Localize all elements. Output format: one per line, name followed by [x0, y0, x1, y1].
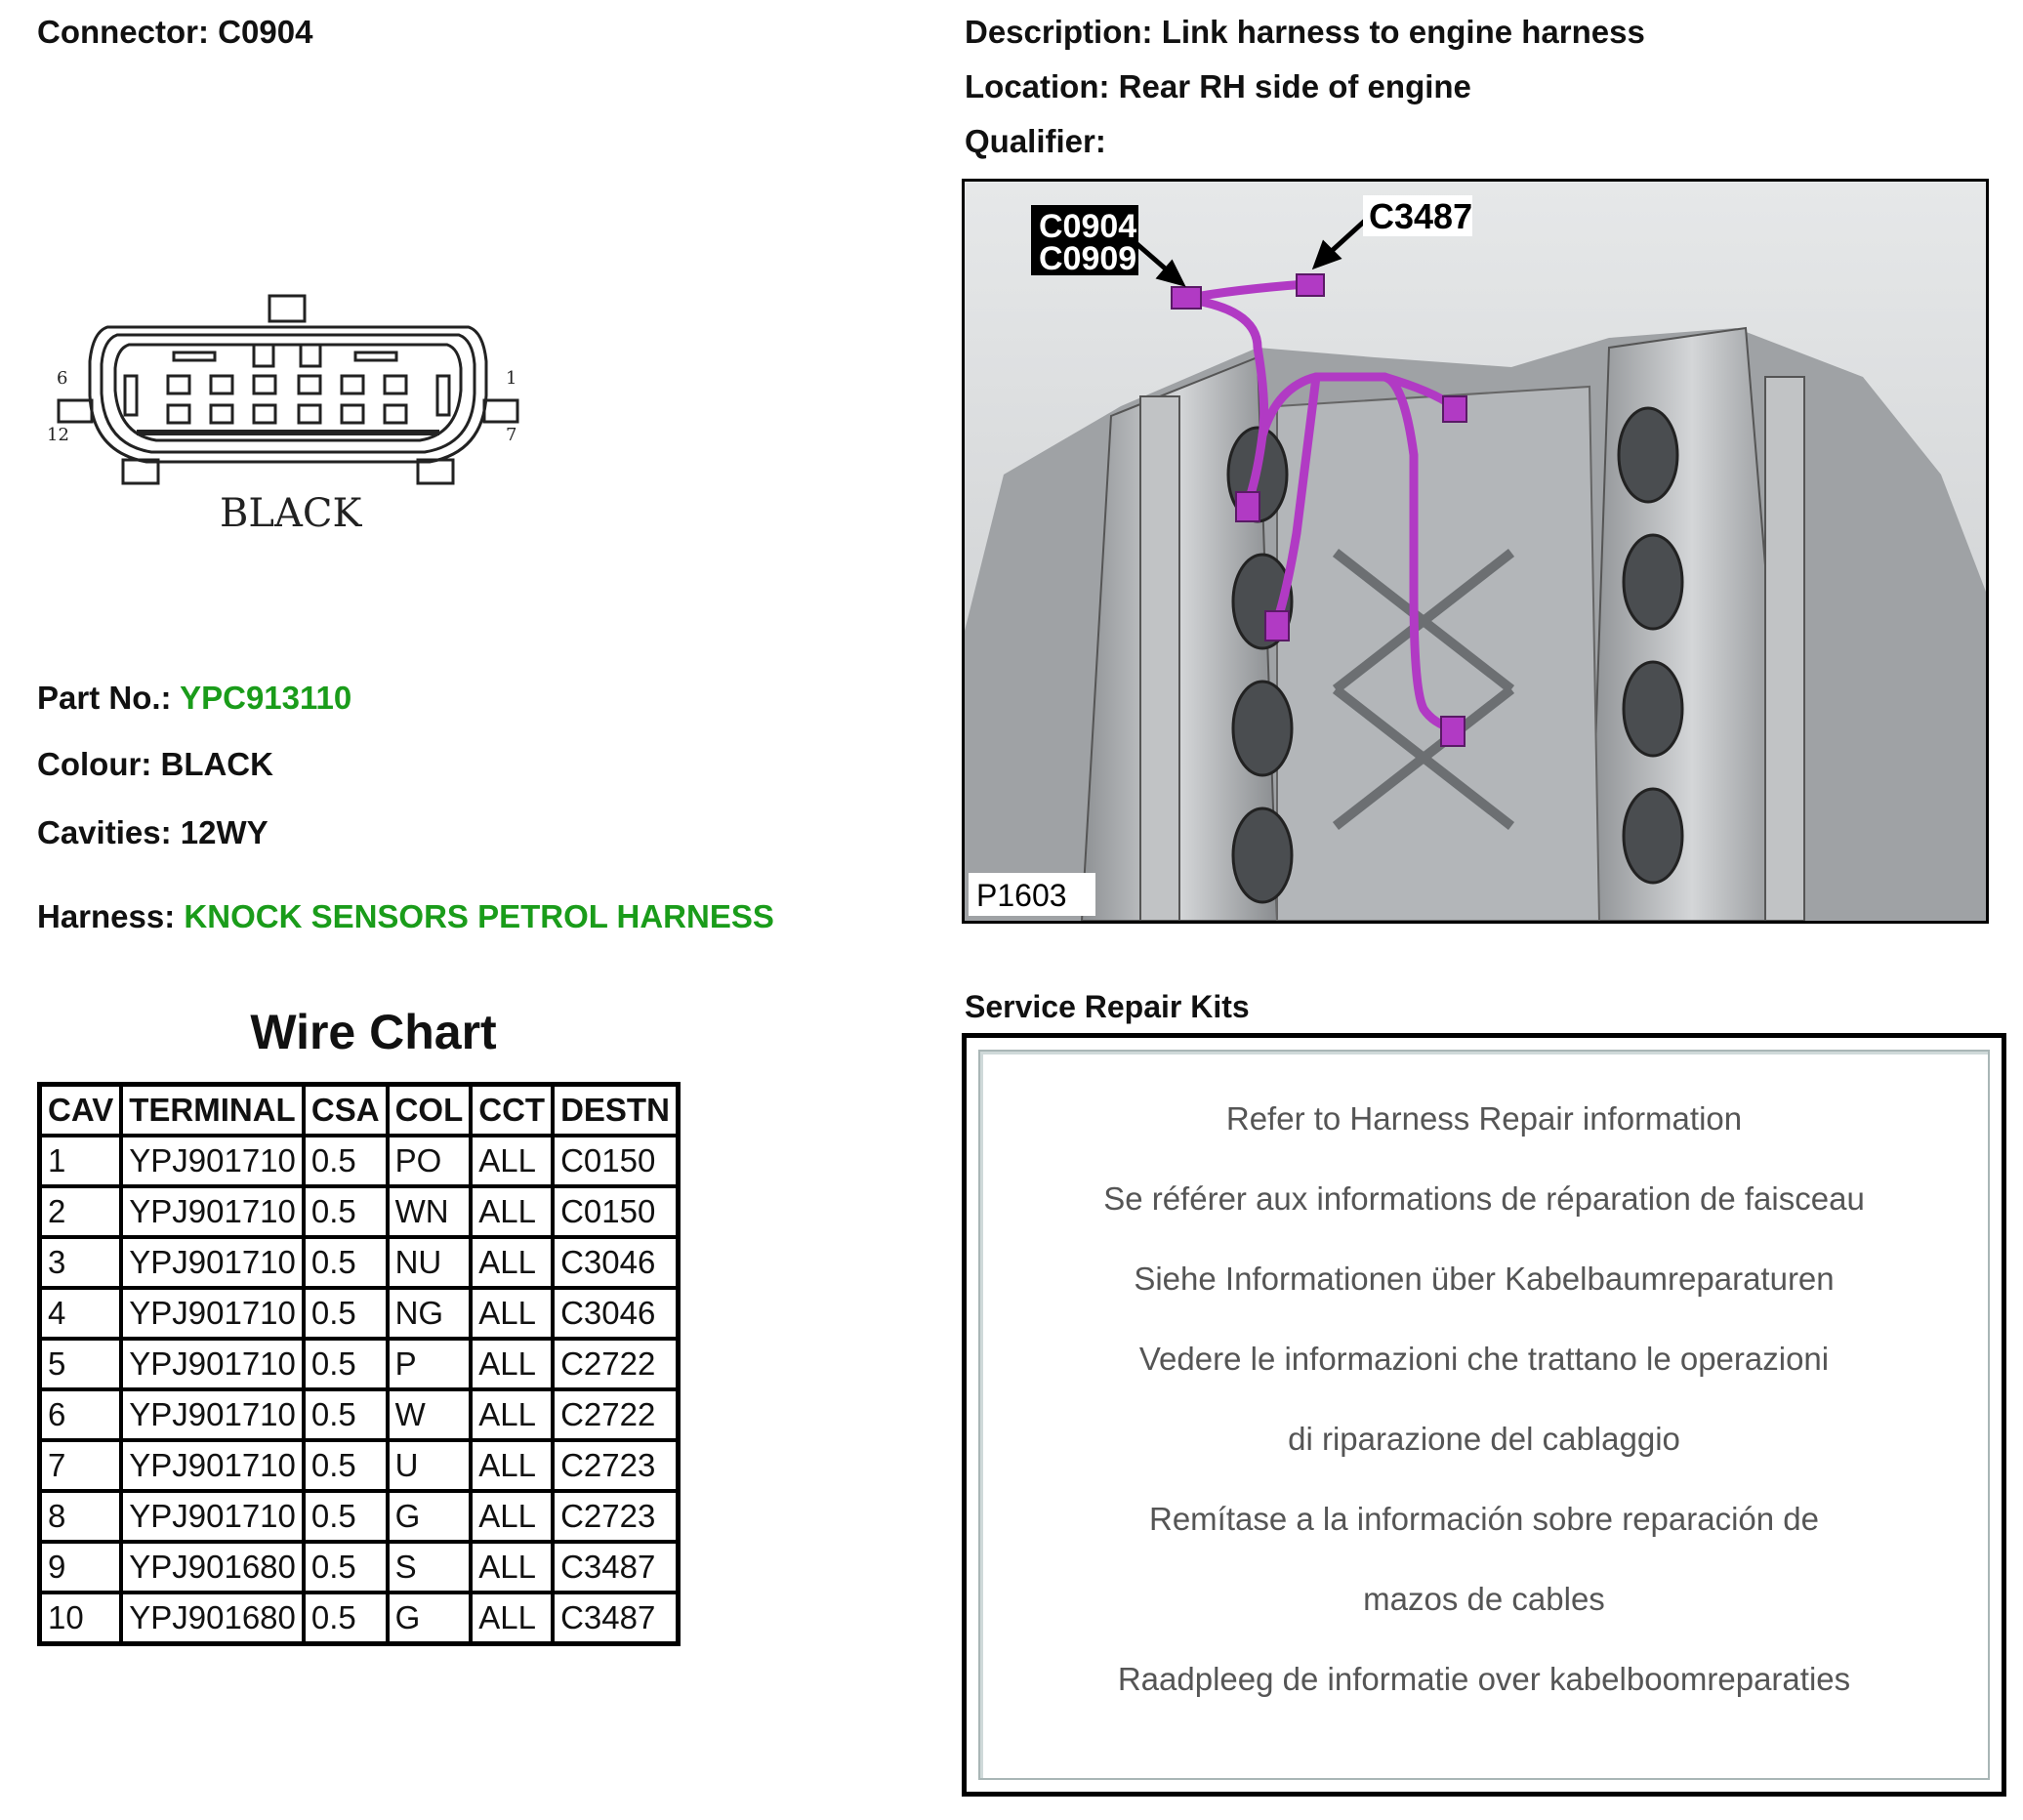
part-no-value: YPC913110: [180, 680, 352, 716]
cell-cct: ALL: [471, 1491, 553, 1542]
connector-value: C0904: [218, 14, 313, 50]
cell-destn: C3046: [553, 1237, 678, 1288]
cell-destn: C2722: [553, 1339, 678, 1389]
cell-destn: C0150: [553, 1186, 678, 1237]
colour-field: [37, 746, 273, 783]
connector-tab-right: [484, 400, 517, 422]
cell-csa: 0.5: [304, 1339, 388, 1389]
wire-chart-header-row: [40, 1085, 679, 1137]
cell-cav: 2: [40, 1186, 122, 1237]
cell-cct: ALL: [471, 1186, 553, 1237]
cavity-3: [299, 376, 320, 393]
wire-chart-table: [37, 1082, 681, 1646]
cell-csa: 0.5: [304, 1186, 388, 1237]
header-cct: CCT: [471, 1085, 553, 1137]
connector-label: Connector:: [37, 14, 209, 50]
cavity-2: [342, 376, 363, 393]
cell-destn: C2723: [553, 1491, 678, 1542]
connector-field: [37, 14, 312, 51]
cell-csa: 0.5: [304, 1491, 388, 1542]
table-row: [40, 1186, 679, 1237]
table-row: [40, 1136, 679, 1186]
connector-color-label: BLACK: [220, 491, 362, 536]
cell-csa: 0.5: [304, 1542, 388, 1592]
cavity-7: [385, 405, 406, 423]
table-row: [40, 1339, 679, 1389]
cell-cav: 7: [40, 1440, 122, 1491]
cell-terminal: YPJ901710: [121, 1136, 304, 1186]
cell-cav: 3: [40, 1237, 122, 1288]
cell-terminal: YPJ901710: [121, 1288, 304, 1339]
qualifier-field: [965, 123, 1106, 160]
connector-key-center-a: [254, 345, 273, 366]
cell-terminal: YPJ901680: [121, 1592, 304, 1644]
cell-csa: 0.5: [304, 1136, 388, 1186]
connector-key-center-b: [301, 345, 320, 366]
callout-c0909: C0909: [1039, 240, 1137, 277]
kit-line-es-2: mazos de cables: [1363, 1581, 1605, 1617]
table-row: [40, 1389, 679, 1440]
kit-line-en: Refer to Harness Repair information: [1225, 1100, 1743, 1137]
cavities-label: Cavities:: [37, 814, 172, 850]
cell-terminal: YPJ901710: [121, 1440, 304, 1491]
cell-col: PO: [388, 1136, 472, 1186]
cell-csa: 0.5: [304, 1389, 388, 1440]
kit-line-nl: Raadpleeg de informatie over kabelboomreparaties: [1117, 1661, 1851, 1697]
description-label: Description:: [965, 14, 1153, 50]
cell-csa: 0.5: [304, 1237, 388, 1288]
cavity-5: [211, 376, 232, 393]
cell-cav: 4: [40, 1288, 122, 1339]
cell-terminal: YPJ901680: [121, 1542, 304, 1592]
table-row: [40, 1542, 679, 1592]
cell-csa: 0.5: [304, 1592, 388, 1644]
location-value: Rear RH side of engine: [1118, 68, 1471, 104]
cell-cct: ALL: [471, 1237, 553, 1288]
wire-chart-title: Wire Chart: [250, 1005, 497, 1059]
cavity-10: [254, 405, 275, 423]
cell-terminal: YPJ901710: [121, 1491, 304, 1542]
cell-terminal: YPJ901710: [121, 1339, 304, 1389]
cell-destn: C3046: [553, 1288, 678, 1339]
kit-line-it-1: Vedere le informazioni che trattano le operazioni: [1138, 1341, 1830, 1377]
figure-id-label: P1603: [976, 878, 1067, 913]
cell-cav: 6: [40, 1389, 122, 1440]
connector-guide-left: [125, 376, 137, 415]
cell-col: G: [388, 1491, 472, 1542]
cell-terminal: YPJ901710: [121, 1237, 304, 1288]
cell-cct: ALL: [471, 1136, 553, 1186]
cell-destn: C3487: [553, 1542, 678, 1592]
cavity-9: [299, 405, 320, 423]
callout-c0904: C0904: [1039, 208, 1137, 245]
colour-label: Colour:: [37, 746, 152, 782]
header-terminal: TERMINAL: [121, 1085, 304, 1137]
cavity-4: [254, 376, 275, 393]
pin-label-bottom-right: 7: [506, 425, 517, 445]
cell-cct: ALL: [471, 1339, 553, 1389]
colour-value: BLACK: [160, 746, 273, 782]
cavity-8: [342, 405, 363, 423]
table-row: [40, 1440, 679, 1491]
cell-destn: C2723: [553, 1440, 678, 1491]
cell-destn: C2722: [553, 1389, 678, 1440]
cell-cct: ALL: [471, 1288, 553, 1339]
connector-foot-right: [418, 460, 453, 483]
cell-destn: C0150: [553, 1136, 678, 1186]
part-no-field: [37, 680, 351, 717]
connector-latch: [269, 296, 305, 321]
location-field: [965, 68, 1471, 105]
table-row: [40, 1491, 679, 1542]
cell-cct: ALL: [471, 1389, 553, 1440]
harness-value: KNOCK SENSORS PETROL HARNESS: [184, 898, 774, 934]
cell-cct: ALL: [471, 1592, 553, 1644]
service-repair-kits-box: [962, 1033, 2006, 1797]
cell-cct: ALL: [471, 1542, 553, 1592]
table-row: [40, 1288, 679, 1339]
cell-col: S: [388, 1542, 472, 1592]
service-repair-kits-title: Service Repair Kits: [965, 989, 1250, 1024]
description-field: [965, 14, 1645, 51]
part-no-label: Part No.:: [37, 680, 172, 716]
service-repair-kits-inner-frame: [978, 1050, 1990, 1780]
cell-csa: 0.5: [304, 1288, 388, 1339]
cell-cav: 9: [40, 1542, 122, 1592]
cell-col: W: [388, 1389, 472, 1440]
kit-line-es-1: Remítase a la información sobre reparación de: [1148, 1501, 1820, 1537]
connector-foot-left: [123, 460, 158, 483]
cell-col: NG: [388, 1288, 472, 1339]
connector-guide-right: [437, 376, 449, 415]
cavity-11: [211, 405, 232, 423]
connector-key-left: [174, 352, 215, 360]
cell-cav: 5: [40, 1339, 122, 1389]
cell-cav: 1: [40, 1136, 122, 1186]
cavity-6: [168, 376, 189, 393]
harness-label: Harness:: [37, 898, 176, 934]
kit-line-de: Siehe Informationen über Kabelbaumreparaturen: [1134, 1261, 1835, 1297]
cell-col: U: [388, 1440, 472, 1491]
cell-col: P: [388, 1339, 472, 1389]
pin-label-bottom-left: 12: [47, 425, 69, 445]
cell-csa: 0.5: [304, 1440, 388, 1491]
pin-label-top-right: 1: [506, 368, 517, 389]
kit-line-fr: Se référer aux informations de réparation de faisceau: [1103, 1180, 1865, 1217]
cavities-field: [37, 814, 268, 851]
table-row: [40, 1237, 679, 1288]
cell-cav: 8: [40, 1491, 122, 1542]
header-destn: DESTN: [553, 1085, 678, 1137]
cell-col: NU: [388, 1237, 472, 1288]
location-label: Location:: [965, 68, 1110, 104]
table-row: [40, 1592, 679, 1644]
cavity-1: [385, 376, 406, 393]
cell-col: G: [388, 1592, 472, 1644]
cell-cav: 10: [40, 1592, 122, 1644]
pin-label-top-left: 6: [57, 368, 68, 389]
cell-terminal: YPJ901710: [121, 1389, 304, 1440]
connector-tab-left: [59, 400, 92, 422]
cell-col: WN: [388, 1186, 472, 1237]
callout-c3487: C3487: [1369, 196, 1473, 236]
engine-illustration-svg: [965, 182, 1986, 921]
header-col: COL: [388, 1085, 472, 1137]
cell-destn: C3487: [553, 1592, 678, 1644]
kit-line-it-2: di riparazione del cablaggio: [1288, 1421, 1680, 1457]
qualifier-label: Qualifier:: [965, 123, 1106, 159]
cavities-value: 12WY: [180, 814, 268, 850]
header-csa: CSA: [304, 1085, 388, 1137]
description-value: Link harness to engine harness: [1161, 14, 1645, 50]
cell-cct: ALL: [471, 1440, 553, 1491]
harness-field: [37, 898, 774, 935]
connector-key-right: [355, 352, 396, 360]
header-cav: CAV: [40, 1085, 122, 1137]
cell-terminal: YPJ901710: [121, 1186, 304, 1237]
engine-location-image: [962, 179, 1989, 924]
cavity-12: [168, 405, 189, 423]
